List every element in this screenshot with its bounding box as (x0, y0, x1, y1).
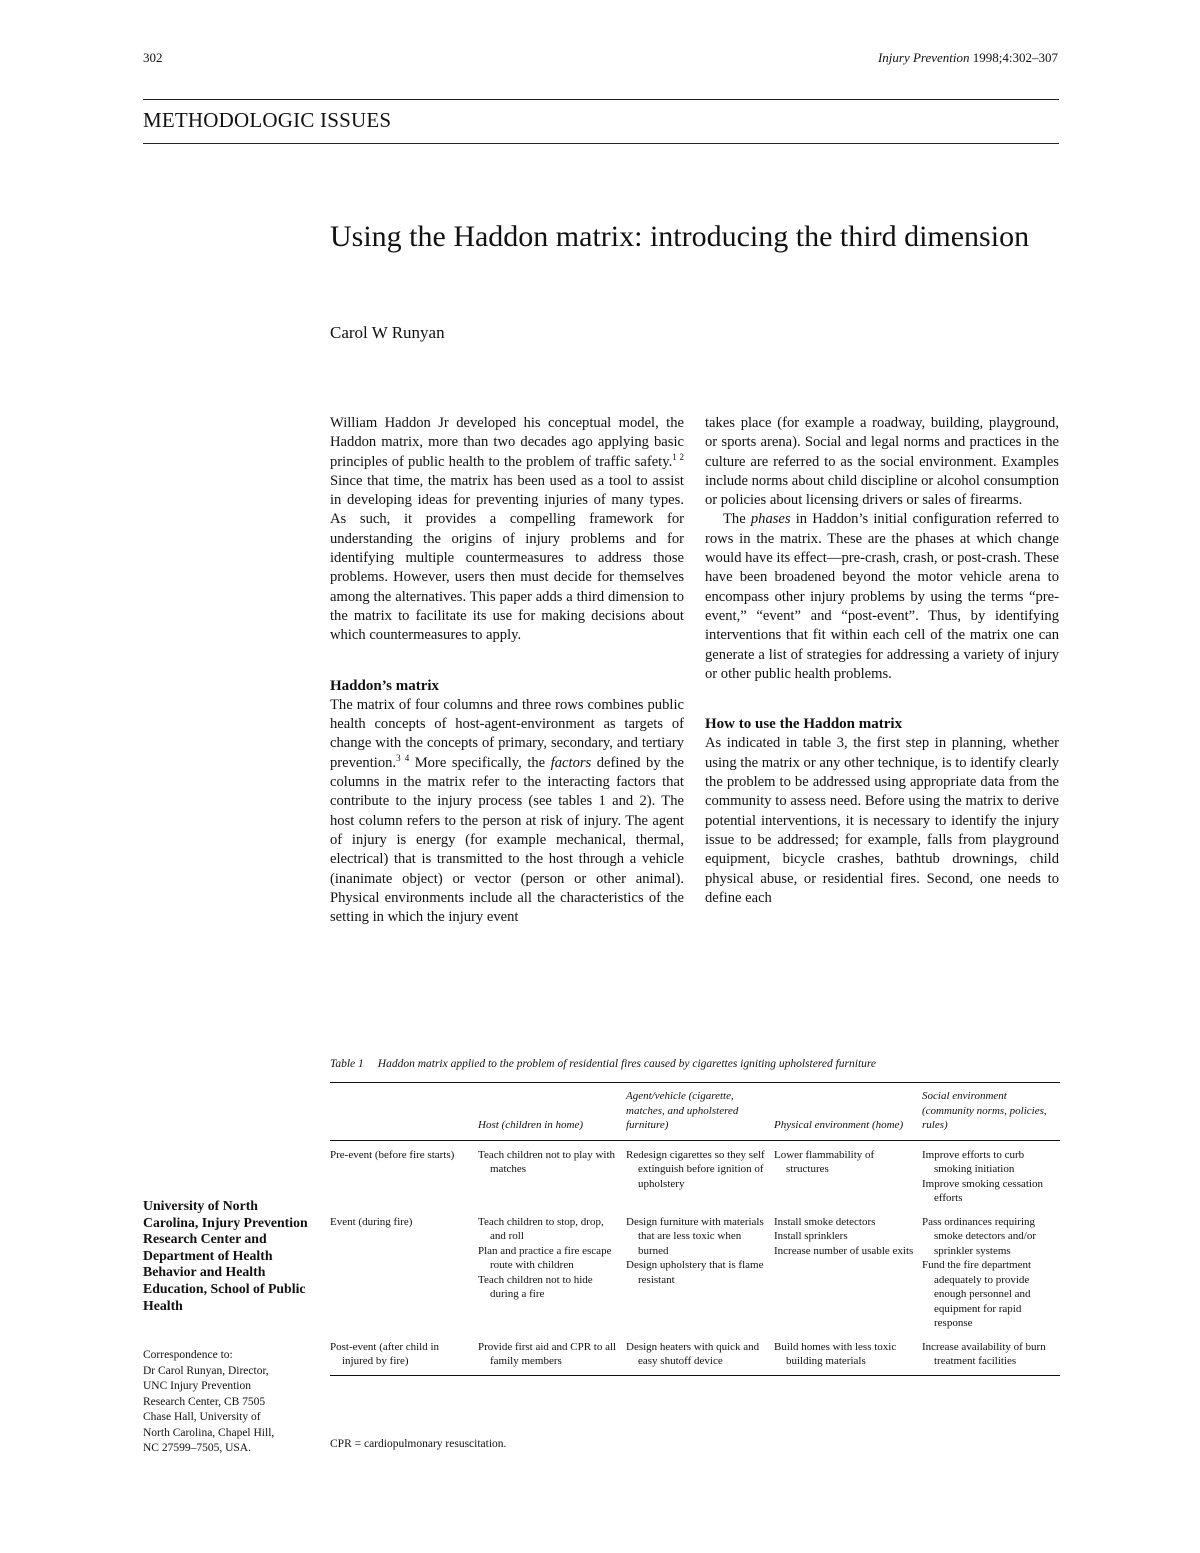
phase-cell (330, 1208, 478, 1333)
countermeasure-item: Fund the fire department adequately to provide enough personnel and equipment for rapid response (922, 1259, 1032, 1329)
host-cell (478, 1333, 626, 1376)
page-number: 302 (143, 50, 163, 65)
social-cell (922, 1333, 1060, 1376)
table-header-cell: Social environment (community norms, policies, rules) (922, 1083, 1060, 1141)
social-cell (922, 1208, 1060, 1333)
haddon-matrix-table (330, 1082, 1060, 1376)
table-header-cell: Physical environment (home) (774, 1083, 922, 1141)
phase-label: Event (during fire) (330, 1215, 413, 1228)
countermeasure-item: Teach children not to hide during a fire (478, 1273, 593, 1300)
social-cell (922, 1140, 1060, 1208)
phase-cell (330, 1333, 478, 1376)
how-to-paragraph: As indicated in table 3, the first step in planning, whether using the matrix or any other technique, is to identify clearly the problem to be addressed using appropriate data from the community to assess need. Before using the matrix to derive potential interventions, it is necessary to identify the injury issue to be addressed; for example, falls from playground equipment, bicycle crashes, bathtub drownings, child physical abuse, or residential fires. Second, one needs to define each (705, 735, 1059, 906)
correspondence-line: North Carolina, Chapel Hill, (143, 1426, 275, 1439)
intro-paragraph: William Haddon Jr developed his conceptual model, the Haddon matrix, more than two decades ago applying basic principles of public health to the problem of traffic safety.$^{1 2}$ Since that time, the matrix has been used as a tool to assist in developing ideas for preventing injuries of many types. As such, it provides a compelling framework for understanding the origins of injury problems and for identifying multiple countermeasures to address those problems. However, users then must decide for themselves among the alternatives. This paper adds a third dimension to the matrix to facilitate its use for making decisions about which countermeasures to apply. (330, 415, 685, 644)
countermeasure-item: Design heaters with quick and easy shutoff device (626, 1340, 760, 1367)
author-affiliation: University of North Carolina, Injury Prevention Research Center and Department of Health Behavior and Health Education, School of Public Health (143, 1198, 308, 1313)
phases-paragraph: The phases in Haddon’s initial configuration referred to rows in the matrix. These are the phases at which change would have its effect—pre-crash, crash, or post-crash. These have been broadened beyond the motor vehicle arena to encompass other injury problems by using the terms “pre-event,” “event” and “post-event”. Thus, by identifying interventions that fit within each cell of the matrix one can generate a list of strategies for addressing a variety of injury or other public health problems. (705, 511, 1060, 682)
countermeasure-item: Teach children to stop, drop, and roll (478, 1215, 604, 1242)
countermeasure-item: Install smoke detectors (774, 1215, 876, 1228)
correspondence-block (143, 1348, 318, 1457)
phase-cell (330, 1140, 478, 1208)
agent-cell (626, 1333, 774, 1376)
journal-citation (878, 50, 1058, 66)
table-row (330, 1140, 1060, 1208)
table-row (330, 1208, 1060, 1333)
table-header-row (330, 1083, 1060, 1141)
host-cell (478, 1140, 626, 1208)
countermeasure-item: Improve smoking cessation efforts (922, 1177, 1043, 1204)
table-header-cell: Agent/vehicle (cigarette, matches, and upholstered furniture) (626, 1083, 774, 1141)
correspondence-line: NC 27599–7505, USA. (143, 1442, 251, 1454)
countermeasure-item: Plan and practice a fire escape route with children (478, 1244, 612, 1271)
section-heading-how-to-use: How to use the Haddon matrix (705, 716, 903, 733)
correspondence-line: Research Center, CB 7505 (143, 1395, 266, 1408)
table-footnote: CPR = cardiopulmonary resuscitation. (330, 1438, 507, 1450)
countermeasure-item: Pass ordinances requiring smoke detectors and/or sprinkler systems (922, 1215, 1037, 1257)
environment-paragraph: takes place (for example a roadway, building, playground, or sports arena). Social and legal norms and practices in the culture are referred to as the social environment. Examples include norms about child discipline or alcohol consumption or policies about licensing drivers or sales of firearms. (705, 415, 1059, 509)
article-title: Using the Haddon matrix: introducing the third dimension (330, 220, 1030, 253)
physical-cell (774, 1208, 922, 1333)
matrix-paragraph: The matrix of four columns and three rows combines public health concepts of host-agent-environment as targets of change with the concepts of primary, secondary, and tertiary prevention.$^{3 4}$ More specifically, the factors defined by the columns in the matrix refer to the interacting factors that contribute to the injury process (see tables 1 and 2). The host column refers to the person at risk of injury. The agent of injury is energy (for example mechanical, thermal, electrical) that is transmitted to the host through a vehicle (inanimate object) or vector (person or other animal). Physical environments include all the characteristics of the setting in which the injury event (330, 696, 684, 926)
countermeasure-item: Lower flammability of structures (774, 1148, 875, 1175)
countermeasure-item: Improve efforts to curb smoking initiation (922, 1148, 1025, 1175)
journal-volume: 1998;4:302–307 (969, 50, 1058, 65)
header-rule-top (143, 99, 1059, 100)
countermeasure-item: Redesign cigarettes so they self extinguish before ignition of upholstery (626, 1148, 765, 1190)
countermeasure-item: Provide first aid and CPR to all family members (478, 1340, 617, 1367)
countermeasure-item: Build homes with less toxic building materials (774, 1340, 897, 1367)
phase-label: Post-event (after child in injured by fire) (330, 1340, 440, 1367)
countermeasure-item: Design furniture with materials that are less toxic when burned (626, 1215, 764, 1257)
physical-cell (774, 1140, 922, 1208)
table-row (330, 1333, 1060, 1376)
article-author: Carol W Runyan (330, 323, 445, 342)
table-caption (330, 1058, 1060, 1070)
table-header-cell (330, 1083, 478, 1141)
table-label: Table 1 (330, 1058, 364, 1070)
countermeasure-item: Design upholstery that is flame resistant (626, 1259, 764, 1286)
correspondence-label: Correspondence to: (143, 1349, 233, 1361)
body-column-2 (705, 414, 1059, 908)
correspondence-line: Chase Hall, University of (143, 1411, 261, 1423)
body-column-1 (330, 414, 684, 927)
table-header-cell: Host (children in home) (478, 1083, 626, 1141)
countermeasure-item: Increase number of usable exits (774, 1244, 914, 1257)
host-cell (478, 1208, 626, 1333)
table-caption-text: Haddon matrix applied to the problem of residential fires caused by cigarettes igniting upholstered furniture (377, 1058, 877, 1070)
journal-name: Injury Prevention (877, 50, 970, 65)
section-heading-haddons-matrix: Haddon’s matrix (330, 677, 440, 694)
phase-label: Pre-event (before fire starts) (330, 1148, 455, 1161)
citation-ref: 3 4 (396, 752, 410, 763)
countermeasure-item: Increase availability of burn treatment facilities (922, 1340, 1046, 1367)
physical-cell (774, 1333, 922, 1376)
agent-cell (626, 1140, 774, 1208)
citation-ref: 1 2 (672, 451, 685, 462)
correspondence-line: Dr Carol Runyan, Director, (143, 1364, 269, 1377)
countermeasure-item: Install sprinklers (774, 1230, 848, 1242)
section-label: METHODOLOGIC ISSUES (143, 108, 392, 132)
countermeasure-item: Teach children not to play with matches (478, 1148, 615, 1175)
agent-cell (626, 1208, 774, 1333)
header-rule-bottom (143, 143, 1059, 144)
correspondence-line: UNC Injury Prevention (143, 1380, 251, 1392)
